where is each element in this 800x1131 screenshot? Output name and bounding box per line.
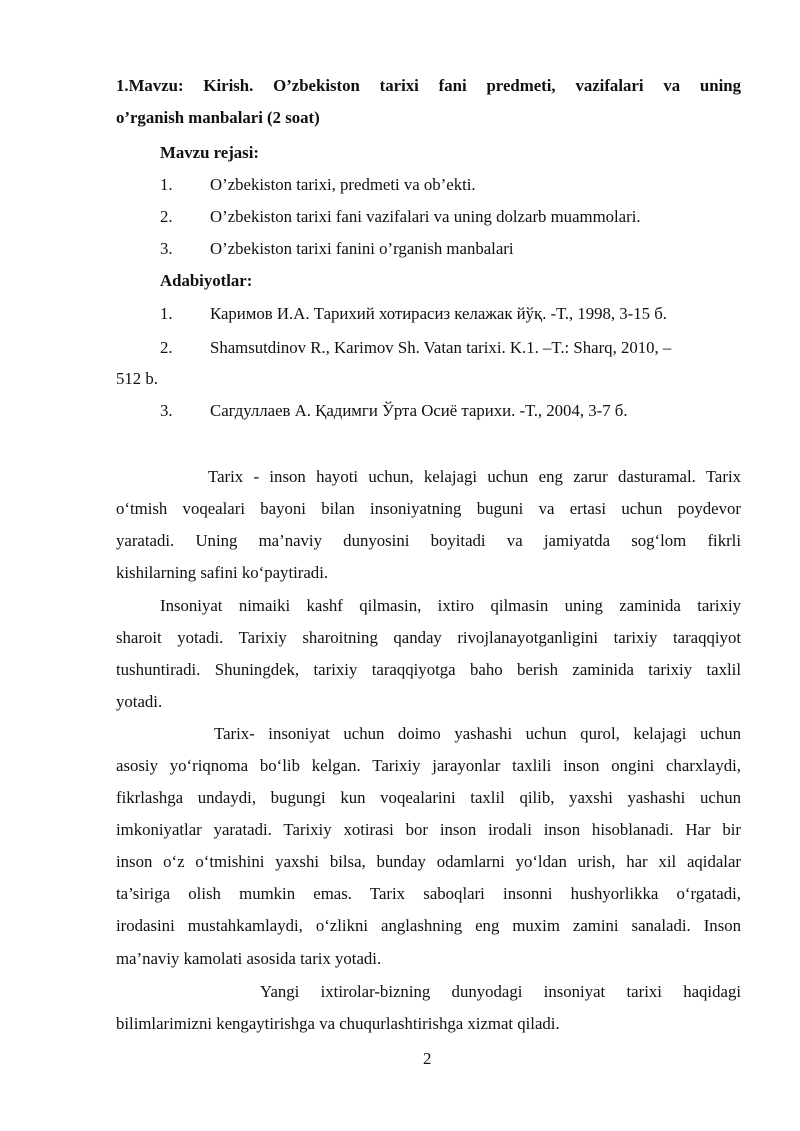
literature-item-number: 2. [160,338,173,357]
paragraph-line: irodasini mustahkamlaydi, o‘zlikni anglashning eng muxim zamini sanaladi. Inson [116,916,741,935]
topic-title-line-1: 1.Mavzu: Kirish. O’zbekiston tarixi fani predmeti, vazifalari va uning [116,76,741,95]
paragraph-line: fikrlashga undaydi, bugungi kun voqealarini taxlil qilib, yaxshi yashashi uchun [116,788,741,807]
plan-item-number: 2. [160,207,173,226]
paragraph-line: inson o‘z o‘tmishini yaxshi bilsa, bunday odamlarni yo‘ldan urish, har xil aqidalar [116,852,741,871]
plan-item-number: 3. [160,239,173,258]
topic-title-line-2: o’rganish manbalari (2 soat) [116,108,320,127]
page-number: 2 [423,1049,432,1068]
paragraph-line: bilimlarimizni kengaytirishga va chuqurlashtirishga xizmat qiladi. [116,1014,560,1033]
literature-item-text: Сагдуллаев А. Қадимги Ўрта Осиё тарихи. -Т., 2004, 3-7 б. [210,401,628,420]
paragraph-line: sharoit yotadi. Tarixiy sharoitning qanday rivojlanayotganligini tarixiy taraqqiyot [116,628,741,647]
paragraph-line: ta’siriga olish mumkin emas. Tarix saboqlari insonni hushyorlikka o‘rgatadi, [116,884,741,903]
plan-item-text: O’zbekiston tarixi, predmeti va ob’ekti. [210,175,476,194]
paragraph-line: o‘tmish voqealari bayoni bilan insoniyatning buguni va ertasi uchun poydevor [116,499,741,518]
literature-item-number: 3. [160,401,173,420]
literature-item-text: Каримов И.А. Тарихий хотирасиз келажак йўқ. -Т., 1998, 3-15 б. [210,304,667,323]
paragraph-line: ma’naviy kamolati asosida tarix yotadi. [116,949,382,968]
plan-item-text: O’zbekiston tarixi fanini o’rganish manbalari [210,239,514,258]
paragraph-line: yaratadi. Uning ma’naviy dunyosini boyitadi va jamiyatda sog‘lom fikrli [116,531,741,550]
paragraph-line: asosiy yo‘riqnoma bo‘lib kelgan. Tarixiy jarayonlar taxlili inson ongini charxlaydi, [116,756,741,775]
literature-item-number: 1. [160,304,173,323]
paragraph-line: Insoniyat nimaiki kashf qilmasin, ixtiro qilmasin uning zaminida tarixiy [160,596,741,615]
paragraph-line: imkoniyatlar yaratadi. Tarixiy xotirasi bor inson irodali inson hisoblanadi. Har bir [116,820,741,839]
literature-item-text: Shamsutdinov R., Karimov Sh. Vatan tarixi. K.1. –T.: Sharq, 2010, – [210,338,672,357]
paragraph-line: kishilarning safini ko‘paytiradi. [116,563,329,582]
paragraph-line: Yangi ixtirolar-bizning dunyodagi insoniyat tarixi haqidagi [260,982,741,1001]
plan-item-number: 1. [160,175,173,194]
literature-item-continuation: 512 b. [116,369,158,388]
paragraph-line: Tarix- insoniyat uchun doimo yashashi uchun qurol, kelajagi uchun [214,724,741,743]
paragraph-line: yotadi. [116,692,163,711]
literature-heading: Adabiyotlar: [160,271,253,290]
plan-item-text: O’zbekiston tarixi fani vazifalari va uning dolzarb muammolari. [210,207,641,226]
plan-heading: Mavzu rejasi: [160,143,259,162]
paragraph-line: Tarix - inson hayoti uchun, kelajagi uchun eng zarur dasturamal. Tarix [208,467,741,486]
paragraph-line: tushuntiradi. Shuningdek, tarixiy taraqqiyotga baho berish zaminida tarixiy taxlil [116,660,741,679]
